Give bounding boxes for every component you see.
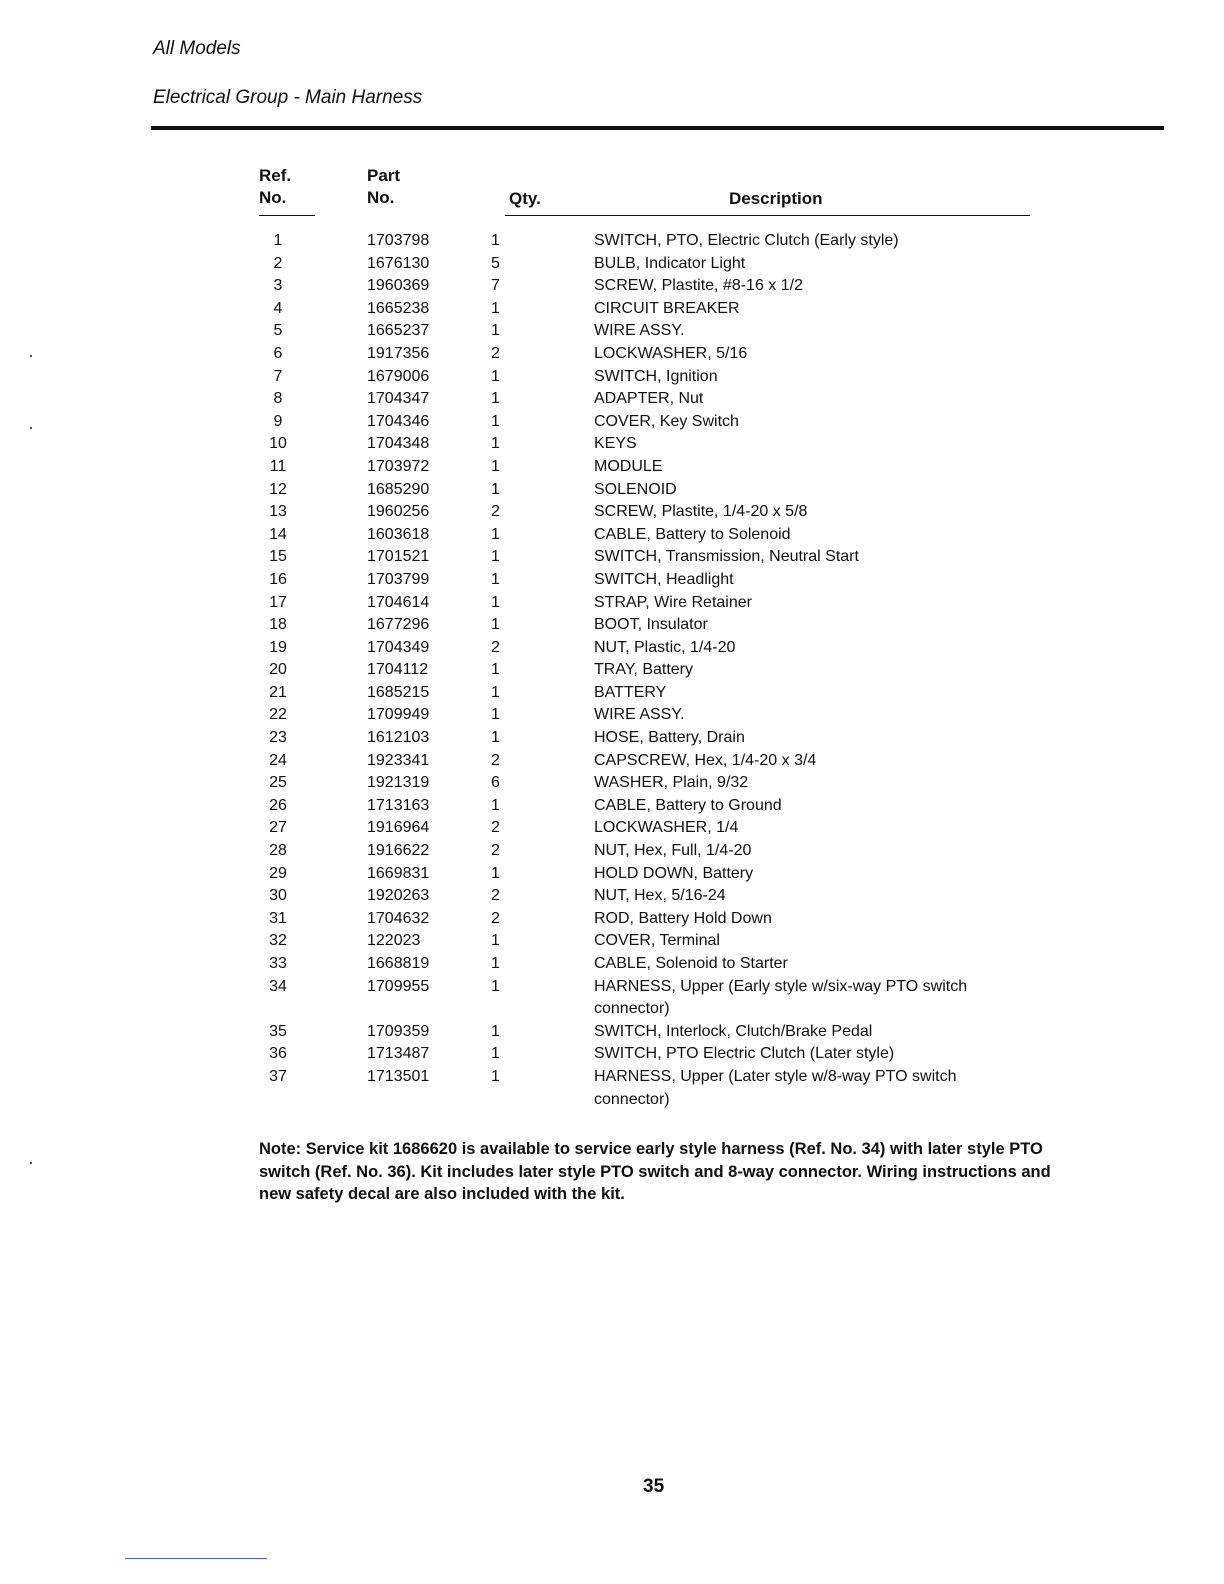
part-no-cell: 1709949 — [367, 706, 430, 724]
table-row — [255, 546, 1055, 569]
table-row — [255, 1066, 1055, 1111]
qty-cell: 1 — [491, 1045, 500, 1063]
ref-no-cell: 37 — [269, 1067, 287, 1085]
table-row — [255, 479, 1055, 502]
part-no-cell: 1676130 — [367, 254, 430, 272]
table-row — [255, 592, 1055, 615]
description-cell: CAPSCREW, Hex, 1/4-20 x 3/4 — [594, 751, 817, 769]
qty-cell: 2 — [491, 751, 500, 769]
part-no-cell: 1960369 — [367, 277, 430, 295]
footer-line — [125, 1558, 267, 1559]
description-cell: SWITCH, Ignition — [594, 367, 718, 385]
description-cell: NUT, Hex, 5/16-24 — [594, 887, 726, 905]
part-no-cell: 1703798 — [367, 232, 430, 249]
part-no-cell: 1704349 — [367, 638, 430, 656]
part-no-cell: 1704112 — [367, 661, 429, 679]
header-rule — [151, 126, 1164, 130]
table-row — [255, 976, 1055, 1021]
qty-cell: 1 — [491, 457, 500, 475]
table-row — [255, 343, 1055, 366]
part-no-cell: 1685290 — [367, 480, 430, 498]
description-cell: BATTERY — [594, 683, 667, 701]
ref-no-cell: 10 — [269, 435, 287, 453]
table-row — [255, 930, 1055, 953]
margin-mark — [30, 1162, 32, 1164]
table-row — [255, 1021, 1055, 1044]
description-cell: TRAY, Battery — [594, 661, 693, 679]
ref-no-cell: 16 — [269, 570, 287, 588]
ref-no-cell: 30 — [269, 887, 287, 905]
part-no-cell: 1916622 — [367, 842, 430, 860]
description-cell: SCREW, Plastite, #8-16 x 1/2 — [594, 277, 803, 295]
description-cell: NUT, Hex, Full, 1/4-20 — [594, 842, 752, 860]
part-no-cell: 1704614 — [367, 593, 430, 611]
part-no-cell: 1603618 — [367, 525, 430, 543]
table-row — [255, 366, 1055, 389]
qty-cell: 2 — [491, 503, 500, 521]
qty-cell: 1 — [491, 729, 500, 747]
table-row — [255, 659, 1055, 682]
ref-no-cell: 29 — [269, 864, 287, 882]
part-no-cell: 1713487 — [367, 1045, 430, 1063]
column-header-underline — [505, 215, 1030, 216]
qty-cell: 1 — [491, 955, 500, 972]
description-cell: SWITCH, PTO Electric Clutch (Later style) — [594, 1045, 895, 1063]
qty-cell: 2 — [491, 842, 500, 860]
table-row — [255, 433, 1055, 456]
table-row — [255, 953, 1055, 976]
table-row — [255, 885, 1055, 908]
ref-no-cell: 19 — [269, 638, 287, 656]
table-row — [255, 795, 1055, 818]
description-cell: BOOT, Insulator — [594, 616, 708, 634]
table-row — [255, 637, 1055, 660]
table-row — [255, 817, 1055, 840]
column-header-ref-no: Ref. No. — [259, 166, 292, 207]
description-cell: CABLE, Battery to Ground — [594, 796, 782, 814]
part-no-cell: 1612103 — [367, 729, 430, 747]
table-row — [255, 524, 1055, 547]
qty-cell: 2 — [491, 909, 500, 927]
table-row — [255, 727, 1055, 750]
ref-no-cell: 21 — [269, 683, 287, 701]
ref-no-cell: 25 — [269, 774, 287, 792]
table-row — [255, 772, 1055, 795]
description-cell: SWITCH, Transmission, Neutral Start — [594, 548, 859, 566]
parts-list — [255, 230, 1055, 1111]
part-no-cell: 1665237 — [367, 322, 430, 340]
description-cell: WIRE ASSY. — [594, 322, 685, 340]
ref-no-cell: 15 — [269, 548, 287, 566]
qty-cell: 1 — [491, 932, 500, 950]
description-cell: BULB, Indicator Light — [594, 254, 746, 272]
description-cell: HOSE, Battery, Drain — [594, 729, 745, 747]
part-no-cell: 1921319 — [367, 774, 430, 792]
description-cell: LOCKWASHER, 1/4 — [594, 819, 739, 837]
ref-no-cell: 1 — [273, 232, 283, 249]
ref-no-cell: 11 — [269, 457, 287, 475]
qty-cell: 1 — [491, 706, 500, 724]
description-cell: HARNESS, Upper (Later style w/8-way PTO switch connector) — [594, 1067, 957, 1108]
part-no-cell: 1704632 — [367, 909, 430, 927]
part-no-cell: 1960256 — [367, 503, 430, 521]
qty-cell: 6 — [491, 774, 500, 792]
page-number: 35 — [643, 1476, 665, 1497]
description-cell: SCREW, Plastite, 1/4-20 x 5/8 — [594, 503, 808, 521]
part-no-cell: 1701521 — [367, 548, 430, 566]
table-row — [255, 908, 1055, 931]
table-row — [255, 320, 1055, 343]
qty-cell: 1 — [491, 525, 500, 543]
description-cell: ROD, Battery Hold Down — [594, 909, 772, 927]
part-no-cell: 1923341 — [367, 751, 430, 769]
part-no-cell: 1713501 — [367, 1067, 430, 1085]
ref-no-cell: 13 — [269, 503, 287, 521]
qty-cell: 1 — [491, 412, 500, 430]
description-cell: CIRCUIT BREAKER — [594, 299, 740, 317]
qty-cell: 2 — [491, 887, 500, 905]
section-title: Electrical Group - Main Harness — [153, 87, 423, 108]
ref-no-cell: 31 — [269, 909, 287, 927]
part-no-cell: 1916964 — [367, 819, 430, 837]
table-row — [255, 863, 1055, 886]
description-cell: HARNESS, Upper (Early style w/six-way PTO switch connector) — [594, 977, 968, 1018]
qty-cell: 1 — [491, 616, 500, 634]
part-no-cell: 1704346 — [367, 412, 430, 430]
ref-no-cell: 20 — [269, 661, 287, 679]
ref-no-cell: 27 — [269, 819, 287, 837]
ref-no-cell: 7 — [273, 367, 283, 385]
column-header-qty: Qty. — [509, 189, 541, 208]
description-cell: SWITCH, Interlock, Clutch/Brake Pedal — [594, 1022, 873, 1040]
description-cell: SOLENOID — [594, 480, 677, 498]
ref-no-cell: 5 — [273, 322, 283, 340]
ref-no-cell: 18 — [269, 616, 287, 634]
ref-no-cell: 34 — [269, 977, 287, 995]
description-cell: WIRE ASSY. — [594, 706, 685, 724]
qty-cell: 1 — [491, 683, 500, 701]
part-no-cell: 1668819 — [367, 955, 430, 972]
column-header-part-no: Part No. — [367, 166, 401, 207]
ref-no-cell: 3 — [273, 277, 283, 295]
ref-no-cell: 26 — [269, 796, 287, 814]
table-row — [255, 275, 1055, 298]
table-row — [255, 614, 1055, 637]
table-row — [255, 840, 1055, 863]
table-row — [255, 298, 1055, 321]
table-row — [255, 501, 1055, 524]
table-row — [255, 253, 1055, 276]
description-cell: ADAPTER, Nut — [594, 390, 704, 408]
part-no-cell: 1665238 — [367, 299, 430, 317]
part-no-cell: 1669831 — [367, 864, 430, 882]
description-cell: KEYS — [594, 435, 637, 453]
part-no-cell: 1704348 — [367, 435, 430, 453]
part-no-cell: 1709359 — [367, 1022, 430, 1040]
description-cell: MODULE — [594, 457, 663, 475]
part-no-cell: 1917356 — [367, 344, 430, 362]
ref-no-cell: 24 — [269, 751, 287, 769]
table-row — [255, 569, 1055, 592]
part-no-cell: 1677296 — [367, 616, 430, 634]
table-row — [255, 704, 1055, 727]
description-cell: COVER, Terminal — [594, 932, 720, 950]
qty-cell: 2 — [491, 638, 500, 656]
service-note: Note: Service kit 1686620 is available to service early style harness (Ref. No. 34) with later style PTO switch (Ref. No. 36). Kit includes later style PTO switch and 8-way connector. Wiring instructions and new safety decal are also included with the kit. — [259, 1140, 1051, 1203]
ref-no-cell: 2 — [273, 254, 283, 272]
description-cell: WASHER, Plain, 9/32 — [594, 774, 749, 792]
qty-cell: 1 — [491, 435, 500, 453]
description-cell: NUT, Plastic, 1/4-20 — [594, 638, 736, 656]
qty-cell: 1 — [491, 322, 500, 340]
description-cell: COVER, Key Switch — [594, 412, 739, 430]
ref-no-cell: 28 — [269, 842, 287, 860]
ref-no-cell: 4 — [273, 299, 283, 317]
ref-no-cell: 36 — [269, 1045, 287, 1063]
part-no-cell: 1703972 — [367, 457, 430, 475]
description-cell: CABLE, Battery to Solenoid — [594, 525, 791, 543]
qty-cell: 1 — [491, 796, 500, 814]
ref-no-cell: 12 — [269, 480, 287, 498]
ref-no-cell: 8 — [273, 390, 283, 408]
qty-cell: 1 — [491, 367, 500, 385]
qty-cell: 2 — [491, 819, 500, 837]
part-no-cell: 122023 — [367, 932, 421, 950]
qty-cell: 2 — [491, 344, 500, 362]
description-cell: SWITCH, PTO, Electric Clutch (Early style) — [594, 232, 899, 249]
margin-mark — [30, 427, 32, 429]
description-cell: HOLD DOWN, Battery — [594, 864, 754, 882]
ref-no-cell: 17 — [269, 593, 287, 611]
description-cell: SWITCH, Headlight — [594, 570, 734, 588]
margin-mark — [30, 355, 32, 357]
qty-cell: 1 — [491, 570, 500, 588]
qty-cell: 1 — [491, 864, 500, 882]
qty-cell: 1 — [491, 232, 500, 249]
ref-no-cell: 23 — [269, 729, 287, 747]
description-cell: STRAP, Wire Retainer — [594, 593, 752, 611]
ref-no-cell: 32 — [269, 932, 287, 950]
table-row — [255, 682, 1055, 705]
part-no-cell: 1704347 — [367, 390, 430, 408]
part-no-cell: 1703799 — [367, 570, 430, 588]
part-no-cell: 1685215 — [367, 683, 430, 701]
table-row — [255, 411, 1055, 434]
ref-no-cell: 35 — [269, 1022, 287, 1040]
ref-no-cell: 6 — [273, 344, 283, 362]
qty-cell: 1 — [491, 390, 500, 408]
qty-cell: 1 — [491, 593, 500, 611]
ref-no-cell: 33 — [269, 955, 287, 972]
table-row — [255, 1043, 1055, 1066]
part-no-cell: 1920263 — [367, 887, 430, 905]
qty-cell: 1 — [491, 299, 500, 317]
ref-no-cell: 14 — [269, 525, 287, 543]
qty-cell: 1 — [491, 977, 500, 995]
description-cell: CABLE, Solenoid to Starter — [594, 955, 788, 972]
part-no-cell: 1709955 — [367, 977, 430, 995]
column-header-description: Description — [729, 189, 823, 208]
qty-cell: 1 — [491, 661, 500, 679]
part-no-cell: 1679006 — [367, 367, 430, 385]
ref-no-cell: 9 — [273, 412, 283, 430]
qty-cell: 1 — [491, 1067, 500, 1085]
table-row — [255, 750, 1055, 773]
part-no-cell: 1713163 — [367, 796, 430, 814]
description-cell: LOCKWASHER, 5/16 — [594, 344, 748, 362]
table-row — [255, 388, 1055, 411]
qty-cell: 5 — [491, 254, 500, 272]
table-row — [255, 456, 1055, 479]
ref-no-cell: 22 — [269, 706, 287, 724]
column-header-underline — [259, 215, 315, 216]
qty-cell: 1 — [491, 548, 500, 566]
qty-cell: 1 — [491, 480, 500, 498]
model-label: All Models — [153, 38, 241, 59]
table-row — [255, 230, 1055, 253]
qty-cell: 7 — [491, 277, 500, 295]
qty-cell: 1 — [491, 1022, 500, 1040]
